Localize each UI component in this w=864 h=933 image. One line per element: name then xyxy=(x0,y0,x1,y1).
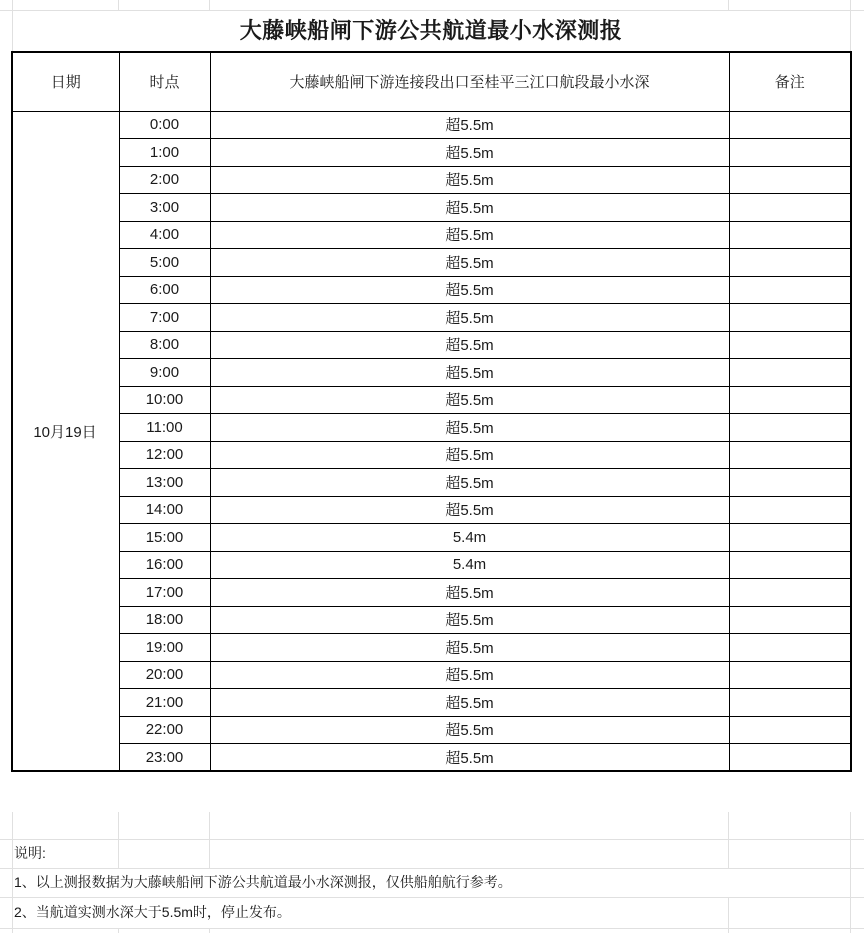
time-cell: 15:00 xyxy=(119,524,210,552)
remark-cell xyxy=(729,194,851,222)
time-cell: 11:00 xyxy=(119,414,210,442)
date-column-cell xyxy=(12,331,119,359)
gridline xyxy=(118,928,119,933)
remark-cell xyxy=(729,496,851,524)
depth-cell: 超5.5m xyxy=(210,304,729,332)
depth-cell: 超5.5m xyxy=(210,579,729,607)
depth-cell: 超5.5m xyxy=(210,441,729,469)
depth-cell: 5.4m xyxy=(210,524,729,552)
depth-cell: 超5.5m xyxy=(210,166,729,194)
remark-cell xyxy=(729,661,851,689)
depth-cell: 超5.5m xyxy=(210,496,729,524)
table-row xyxy=(12,606,851,634)
time-cell: 7:00 xyxy=(119,304,210,332)
note-item: 1、以上测报数据为大藤峡船闸下游公共航道最小水深测报，仅供船舶航行参考。 xyxy=(14,874,512,890)
time-cell: 23:00 xyxy=(119,744,210,772)
table-row xyxy=(12,139,851,167)
depth-cell: 超5.5m xyxy=(210,716,729,744)
time-cell: 20:00 xyxy=(119,661,210,689)
col-header-depth: 大藤峡船闸下游连接段出口至桂平三江口航段最小水深 xyxy=(210,52,729,111)
remark-cell xyxy=(729,304,851,332)
date-column-cell xyxy=(12,139,119,167)
date-column-cell xyxy=(12,716,119,744)
table-row xyxy=(12,221,851,249)
date-column-cell xyxy=(12,744,119,772)
gridline xyxy=(118,0,119,10)
date-column-cell xyxy=(12,524,119,552)
remark-cell xyxy=(729,441,851,469)
gridline xyxy=(728,0,729,10)
remark-cell xyxy=(729,386,851,414)
table-row xyxy=(12,551,851,579)
remark-cell xyxy=(729,689,851,717)
depth-cell: 超5.5m xyxy=(210,111,729,139)
time-cell: 19:00 xyxy=(119,634,210,662)
notes-label: 说明: xyxy=(14,845,46,861)
time-cell: 6:00 xyxy=(119,276,210,304)
remark-cell xyxy=(729,634,851,662)
remark-cell xyxy=(729,716,851,744)
date-column-cell xyxy=(12,606,119,634)
time-cell: 10:00 xyxy=(119,386,210,414)
table-body xyxy=(12,111,851,771)
date-column-cell xyxy=(12,221,119,249)
date-column-cell xyxy=(12,386,119,414)
table-row xyxy=(12,579,851,607)
page-title: 大藤峡船闸下游公共航道最小水深测报 xyxy=(239,18,623,43)
date-column-cell xyxy=(12,111,119,139)
table-row xyxy=(12,111,851,139)
time-cell: 8:00 xyxy=(119,331,210,359)
depth-cell: 超5.5m xyxy=(210,606,729,634)
depth-cell: 5.4m xyxy=(210,551,729,579)
depth-cell: 超5.5m xyxy=(210,331,729,359)
time-cell: 22:00 xyxy=(119,716,210,744)
table-row xyxy=(12,414,851,442)
table-row xyxy=(12,441,851,469)
depth-cell: 超5.5m xyxy=(210,359,729,387)
table-row xyxy=(12,634,851,662)
table-row xyxy=(12,194,851,222)
table-row xyxy=(12,304,851,332)
table-row xyxy=(12,524,851,552)
date-column-cell xyxy=(12,689,119,717)
depth-cell: 超5.5m xyxy=(210,221,729,249)
gridline xyxy=(850,0,851,52)
depth-cell: 超5.5m xyxy=(210,634,729,662)
depth-cell: 超5.5m xyxy=(210,469,729,497)
remark-cell xyxy=(729,221,851,249)
date-column-cell xyxy=(12,496,119,524)
time-cell: 17:00 xyxy=(119,579,210,607)
time-cell: 3:00 xyxy=(119,194,210,222)
date-merged-cell: 10月19日 xyxy=(33,424,97,441)
col-header-remark: 备注 xyxy=(729,52,851,111)
time-cell: 9:00 xyxy=(119,359,210,387)
remark-cell xyxy=(729,139,851,167)
table-row xyxy=(12,744,851,772)
table-row xyxy=(12,386,851,414)
time-cell: 12:00 xyxy=(119,441,210,469)
remark-cell xyxy=(729,551,851,579)
remark-cell xyxy=(729,524,851,552)
table-row xyxy=(12,276,851,304)
time-cell: 14:00 xyxy=(119,496,210,524)
table-row xyxy=(12,249,851,277)
time-cell: 13:00 xyxy=(119,469,210,497)
table-row xyxy=(12,359,851,387)
depth-cell: 超5.5m xyxy=(210,689,729,717)
depth-cell: 超5.5m xyxy=(210,414,729,442)
table-row xyxy=(12,166,851,194)
remark-cell xyxy=(729,606,851,634)
remark-cell xyxy=(729,166,851,194)
time-cell: 16:00 xyxy=(119,551,210,579)
time-cell: 0:00 xyxy=(119,111,210,139)
date-column-cell xyxy=(12,304,119,332)
date-column-cell xyxy=(12,249,119,277)
date-column-cell xyxy=(12,276,119,304)
depth-cell: 超5.5m xyxy=(210,139,729,167)
time-cell: 5:00 xyxy=(119,249,210,277)
date-column-cell xyxy=(12,551,119,579)
date-column-cell xyxy=(12,579,119,607)
time-cell: 2:00 xyxy=(119,166,210,194)
date-column-cell xyxy=(12,414,119,442)
remark-cell xyxy=(729,276,851,304)
remark-cell xyxy=(729,469,851,497)
time-cell: 18:00 xyxy=(119,606,210,634)
date-column-cell xyxy=(12,469,119,497)
remark-cell xyxy=(729,414,851,442)
table-row xyxy=(12,469,851,497)
date-column-cell xyxy=(12,166,119,194)
depth-report-table xyxy=(11,51,852,772)
table-row xyxy=(12,496,851,524)
time-cell: 4:00 xyxy=(119,221,210,249)
gridline xyxy=(209,0,210,10)
table-row xyxy=(12,716,851,744)
depth-cell: 超5.5m xyxy=(210,386,729,414)
header-row xyxy=(12,52,851,111)
time-cell: 1:00 xyxy=(119,139,210,167)
remark-cell xyxy=(729,331,851,359)
time-cell: 21:00 xyxy=(119,689,210,717)
depth-cell: 超5.5m xyxy=(210,661,729,689)
depth-cell: 超5.5m xyxy=(210,744,729,772)
table-row xyxy=(12,661,851,689)
remark-cell xyxy=(729,249,851,277)
note-item: 2、当航道实测水深大于5.5m时，停止发布。 xyxy=(14,904,291,920)
col-header-time: 时点 xyxy=(119,52,210,111)
gridline xyxy=(209,928,210,933)
date-column-cell xyxy=(12,661,119,689)
gridline xyxy=(0,928,864,929)
depth-cell: 超5.5m xyxy=(210,276,729,304)
table-row xyxy=(12,331,851,359)
depth-cell: 超5.5m xyxy=(210,194,729,222)
date-column-cell xyxy=(12,194,119,222)
date-column-cell xyxy=(12,634,119,662)
remark-cell xyxy=(729,359,851,387)
date-column-cell xyxy=(12,359,119,387)
col-header-date: 日期 xyxy=(12,52,119,111)
table-row xyxy=(12,689,851,717)
remark-cell xyxy=(729,744,851,772)
date-column-cell xyxy=(12,441,119,469)
remark-cell xyxy=(729,579,851,607)
depth-cell: 超5.5m xyxy=(210,249,729,277)
remark-cell xyxy=(729,111,851,139)
